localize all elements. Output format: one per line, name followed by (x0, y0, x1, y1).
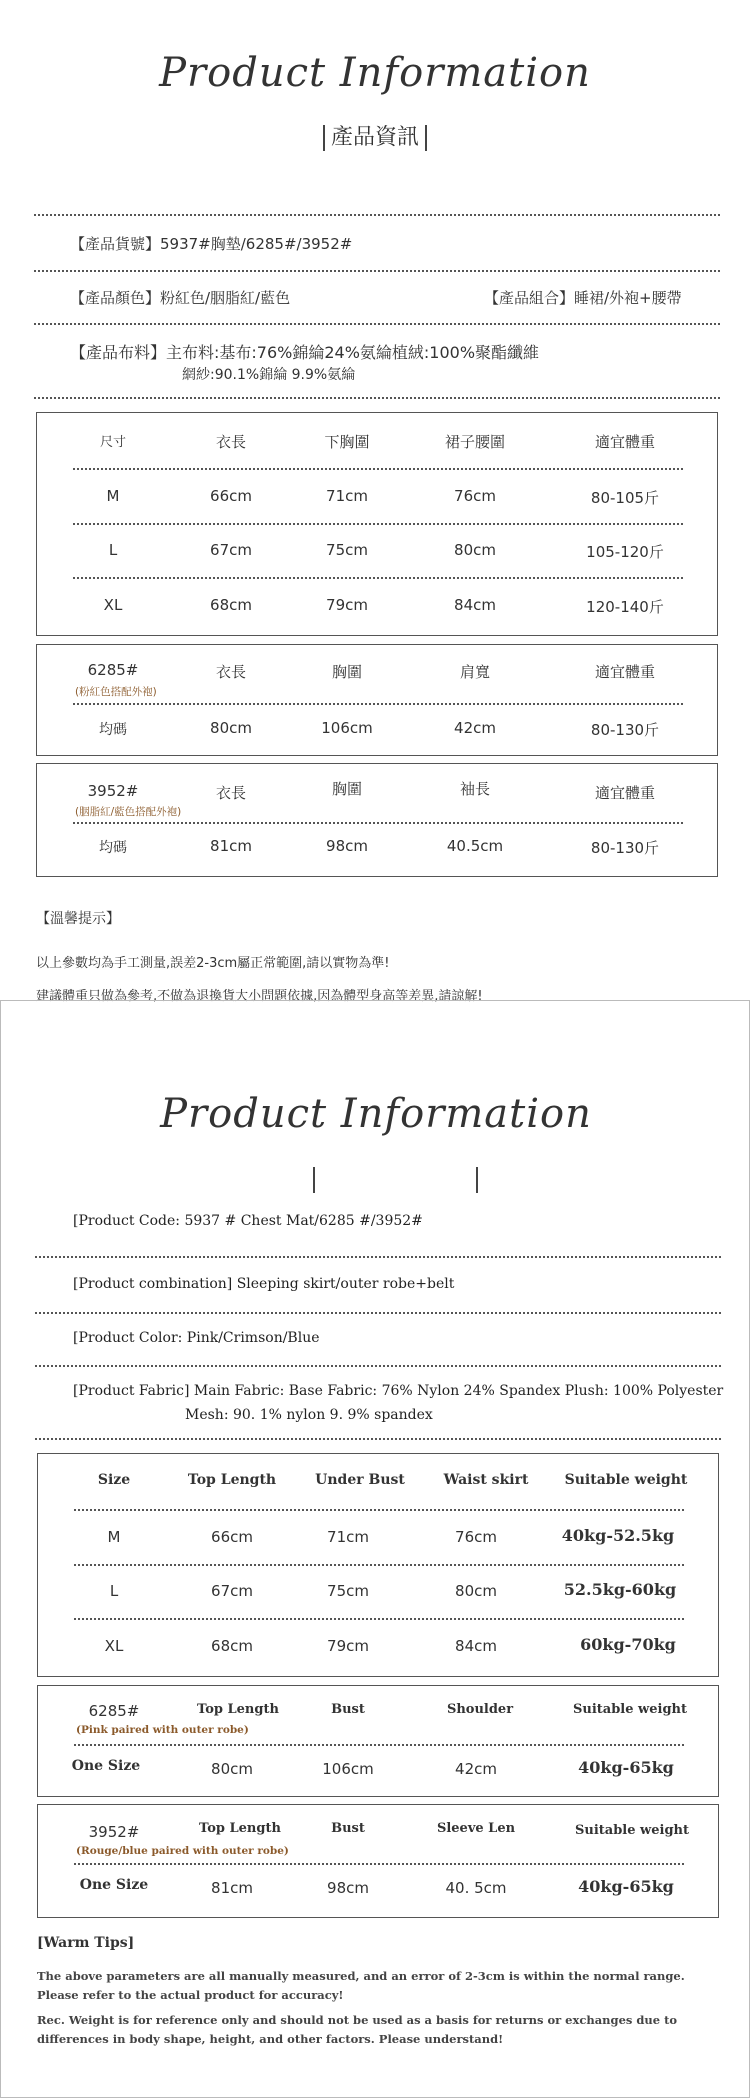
dotted-divider (34, 397, 720, 399)
header-underbust: 下胸圍 (324, 433, 370, 451)
row-m-underbust: 71cm (326, 487, 368, 505)
subtitle-text: 產品資訊 (330, 125, 419, 150)
row-length: 81cm (211, 1879, 253, 1897)
divider-bar (313, 1167, 315, 1193)
header-weight: Suitable weight (564, 1472, 688, 1488)
header-code: 6285# (88, 1702, 140, 1720)
divider-bar (476, 1167, 478, 1193)
header-code: 3952# (87, 782, 139, 800)
row-xl-weight: 120-140斤 (586, 598, 664, 616)
row-size: 均碼 (99, 722, 127, 738)
header-waist: 裙子腰圍 (444, 433, 506, 451)
row-l-waist: 80cm (455, 1582, 497, 1600)
tips-title: [Warm Tips] (37, 1935, 135, 1951)
dotted-divider (74, 1744, 684, 1746)
header-bust: 胸圍 (331, 663, 363, 681)
header-bust: 胸圍 (331, 780, 363, 798)
dotted-divider (73, 703, 683, 705)
row-bust: 98cm (327, 1879, 369, 1897)
dotted-divider (74, 1618, 684, 1620)
header-weight: Suitable weight (575, 1823, 689, 1838)
product-fabric-mesh: 網紗:90.1%錦綸 9.9%氨綸 (182, 367, 356, 383)
row-l-weight: 105-120斤 (586, 543, 664, 561)
row-xl-length: 68cm (211, 1637, 253, 1655)
size-table-3952 (36, 763, 718, 877)
header-weight: 適宜體重 (594, 433, 656, 451)
header-shoulder: Shoulder (446, 1702, 514, 1717)
header-length: Top Length (199, 1821, 281, 1836)
row-m-size: M (106, 487, 120, 505)
row-l-length: 67cm (211, 1582, 253, 1600)
product-fabric: 【產品布料】主布料:基布:76%錦綸24%氨綸植絨:100%聚酯纖維 (70, 343, 540, 362)
tip-line-2: Rec. Weight is for reference only and should not be used as a basis for returns or exchanges due to differences in body shape, height, and other factors. Please understand! (37, 2013, 678, 2046)
header-size: Size (97, 1472, 131, 1488)
row-length: 81cm (210, 837, 252, 855)
row-m-weight: 80-105斤 (590, 489, 660, 507)
row-bust: 106cm (322, 1760, 374, 1778)
dotted-divider (73, 822, 683, 824)
header-length: Top Length (187, 1472, 277, 1488)
divider-bar (425, 125, 427, 151)
product-fabric-mesh: Mesh: 90. 1% nylon 9. 9% spandex (185, 1407, 433, 1423)
row-m-waist: 76cm (455, 1528, 497, 1546)
english-info-panel (0, 1000, 750, 2098)
row-length: 80cm (211, 1760, 253, 1778)
header-weight: 適宜體重 (594, 784, 656, 802)
page-subtitle (0, 120, 750, 151)
row-weight: 40kg-65kg (578, 1758, 674, 1777)
dotted-divider (74, 1863, 684, 1865)
header-bust: Bust (331, 1702, 365, 1717)
dotted-divider (35, 1438, 721, 1440)
row-m-size: M (107, 1528, 121, 1546)
row-xl-length: 68cm (210, 596, 252, 614)
row-l-underbust: 75cm (326, 541, 368, 559)
header-waist: Waist skirt (443, 1472, 529, 1488)
tip-line-2: 建議體重只做為參考,不做為退換貨大小問題依據,因為體型身高等差異,請諒解! (36, 989, 483, 1004)
size-table-6285 (37, 1685, 719, 1797)
row-bust: 106cm (321, 719, 373, 737)
row-shoulder: 42cm (455, 1760, 497, 1778)
product-combination: [Product combination] Sleeping skirt/outer robe+belt (73, 1276, 455, 1292)
color-note: (胭脂紅/藍色搭配外袍) (75, 806, 182, 818)
color-note: (Pink paired with outer robe) (76, 1724, 249, 1736)
row-l-length: 67cm (210, 541, 252, 559)
header-sleeve: 袖長 (459, 780, 491, 798)
product-code: [Product Code: 5937 # Chest Mat/6285 #/3952# (73, 1213, 423, 1229)
row-l-size: L (108, 541, 118, 559)
header-code: 6285# (87, 661, 139, 679)
tip-line-1: The above parameters are all manually measured, and an error of 2-3cm is within the normal range. Please refer to the actual product for accuracy! (37, 1969, 685, 2002)
page-title: Product Information (160, 1091, 592, 1137)
dotted-divider (73, 523, 683, 525)
header-bust: Bust (331, 1821, 365, 1836)
header-length: 衣長 (215, 663, 247, 681)
header-length: 衣長 (215, 433, 247, 451)
tip-line-1: 以上參數均為手工測量,誤差2-3cm屬正常範圍,請以實物為準! (36, 956, 390, 971)
row-xl-underbust: 79cm (326, 596, 368, 614)
product-combination: 【產品組合】睡裙/外袍+腰帶 (484, 289, 682, 307)
header-code: 3952# (88, 1823, 140, 1841)
header-size: 尺寸 (99, 435, 127, 450)
size-table-5937 (36, 412, 718, 636)
row-m-underbust: 71cm (327, 1528, 369, 1546)
dotted-divider (74, 1564, 684, 1566)
dotted-divider (35, 1365, 721, 1367)
header-length: 衣長 (215, 784, 247, 802)
product-fabric: [Product Fabric] Main Fabric: Base Fabric: 76% Nylon 24% Spandex Plush: 100% Polyester (73, 1383, 724, 1399)
header-weight: 適宜體重 (594, 663, 656, 681)
header-sleeve: Sleeve Len (436, 1821, 516, 1836)
dotted-divider (34, 323, 720, 325)
row-m-waist: 76cm (454, 487, 496, 505)
header-length: Top Length (197, 1702, 279, 1717)
row-size: One Size (79, 1877, 149, 1893)
size-table-3952 (37, 1804, 719, 1918)
color-note: (粉紅色搭配外袍) (75, 686, 157, 698)
tips-title: 【溫馨提示】 (36, 911, 120, 927)
header-shoulder: 肩寬 (459, 663, 491, 681)
row-l-underbust: 75cm (327, 1582, 369, 1600)
row-sleeve: 40. 5cm (445, 1879, 507, 1897)
color-note: (Rouge/blue paired with outer robe) (76, 1845, 289, 1857)
row-xl-waist: 84cm (455, 1637, 497, 1655)
row-shoulder: 42cm (454, 719, 496, 737)
row-xl-size: XL (104, 1637, 124, 1655)
dotted-divider (73, 468, 683, 470)
dotted-divider (34, 270, 720, 272)
row-weight: 40kg-65kg (578, 1877, 674, 1896)
divider-bar (323, 125, 325, 151)
row-l-size: L (109, 1582, 119, 1600)
dotted-divider (74, 1509, 684, 1511)
row-weight: 80-130斤 (590, 839, 660, 857)
row-xl-size: XL (103, 596, 123, 614)
page-title: Product Information (159, 50, 591, 96)
dotted-divider (35, 1256, 721, 1258)
row-size: One Size (71, 1758, 141, 1774)
row-l-weight: 52.5kg-60kg (563, 1580, 677, 1599)
row-length: 80cm (210, 719, 252, 737)
product-color: 【產品顏色】粉紅色/胭脂紅/藍色 (70, 289, 291, 307)
chinese-info-panel (0, 0, 750, 1004)
product-color: [Product Color: Pink/Crimson/Blue (73, 1330, 320, 1346)
row-l-waist: 80cm (454, 541, 496, 559)
header-weight: Suitable weight (573, 1702, 687, 1717)
header-underbust: Under Bust (315, 1472, 405, 1488)
row-size: 均碼 (99, 840, 127, 856)
row-xl-waist: 84cm (454, 596, 496, 614)
size-table-5937 (37, 1453, 719, 1677)
row-m-length: 66cm (211, 1528, 253, 1546)
product-code: 【產品貨號】5937#胸墊/6285#/3952# (70, 235, 353, 253)
dotted-divider (73, 577, 683, 579)
row-weight: 80-130斤 (590, 721, 660, 739)
dotted-divider (35, 1312, 721, 1314)
row-m-weight: 40kg-52.5kg (561, 1526, 675, 1545)
row-sleeve: 40.5cm (446, 837, 504, 855)
dotted-divider (34, 214, 720, 216)
row-m-length: 66cm (210, 487, 252, 505)
size-table-6285 (36, 644, 718, 756)
row-xl-weight: 60kg-70kg (580, 1635, 676, 1654)
row-bust: 98cm (326, 837, 368, 855)
row-xl-underbust: 79cm (327, 1637, 369, 1655)
